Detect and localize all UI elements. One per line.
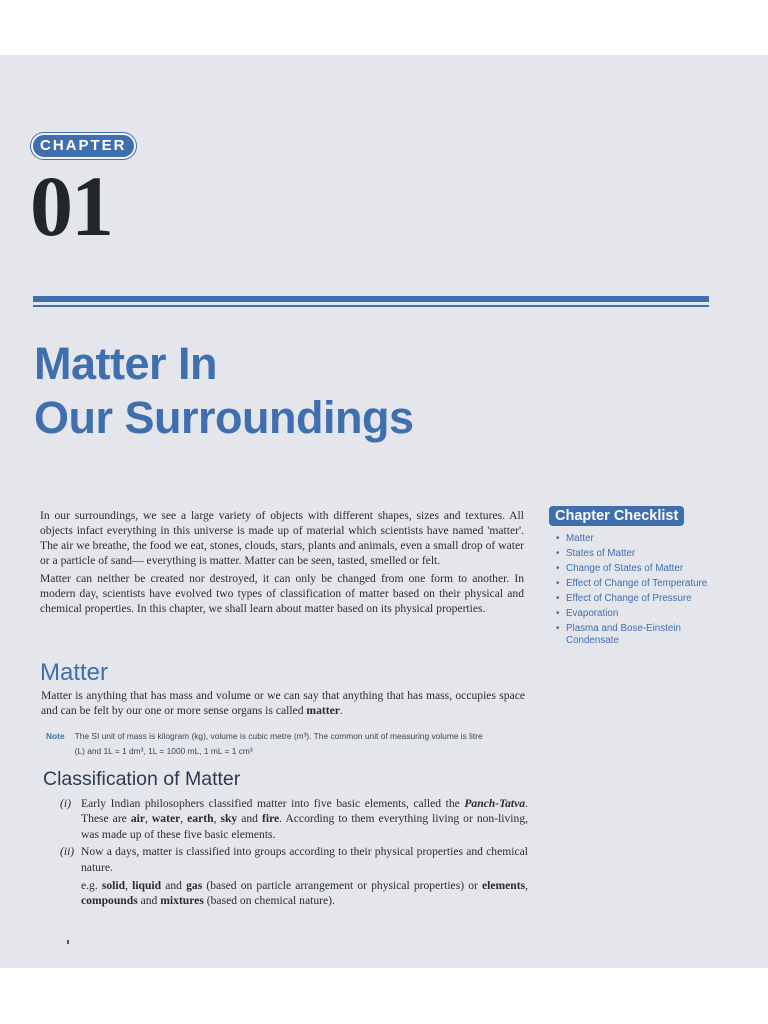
element-earth: earth <box>187 812 214 826</box>
element-water: water <box>151 812 181 826</box>
chapter-title <box>34 337 414 445</box>
checklist-item: • States of Matter <box>556 548 726 560</box>
checklist-item: • Matter <box>556 533 726 545</box>
section-heading-matter: Matter <box>40 659 109 686</box>
book-page <box>0 55 768 968</box>
intro-text <box>40 508 524 619</box>
chapter-badge: CHAPTER <box>31 133 136 159</box>
eg-and-1: and <box>165 879 182 893</box>
eg-mid: (based on particle arrangement or physical properties) or <box>206 879 478 893</box>
list-item <box>60 844 528 909</box>
state-liquid: liquid <box>132 879 162 893</box>
checklist-item: • Change of States of Matter <box>556 563 726 575</box>
chapter-title-line2: Our Surroundings <box>34 392 414 443</box>
chapter-checklist-title: Chapter Checklist <box>549 506 684 526</box>
intro-paragraph-2: Matter can neither be created nor destroyed, it can only be changed from one form to another. In modern day, scientists have evolved two types of classification of matter based on their physical and chemical properties. In this chapter, we shall learn about matter based on its physical properties. <box>40 572 524 615</box>
item1-text-c: . According to them everything living or non-living, was made up of these five basic elements. <box>81 812 529 841</box>
element-air: air <box>130 812 146 826</box>
list-item: (i) Early Indian philosophers classified matter into five basic elements, called the Panch-Tatva. These are air, water, earth, sky and fire. According to them everything living or non-living, was made up of these five basic elements. <box>60 797 529 841</box>
title-rule-thin <box>33 305 709 307</box>
note-text: The SI unit of mass is kilogram (kg), volume is cubic metre (m³). The common unit of measuring volume is litre (L) and 1L = 1 dm³, 1L = 1000 mL, 1 mL = 1 cm³ <box>74 731 483 756</box>
item1-and: and <box>241 812 258 826</box>
matter-definition-text: Matter is anything that has mass and volume or we can say that anything that has mass, occupies space and can be felt by our one or more sense organs is called <box>41 689 525 717</box>
chapter-title-line1: Matter In <box>34 338 218 389</box>
list-item-number: (ii) <box>60 845 75 859</box>
chapter-checklist <box>556 533 726 650</box>
state-solid: solid <box>101 879 126 893</box>
eg-and-2: and <box>140 894 158 908</box>
note-label: Note <box>46 731 65 741</box>
page-mark <box>67 940 69 944</box>
note-box <box>46 729 506 759</box>
checklist-item: • Effect of Change of Temperature <box>556 578 726 590</box>
checklist-item: • Effect of Change of Pressure <box>556 593 726 605</box>
element-sky: sky <box>220 812 238 826</box>
section-heading-classification: Classification of Matter <box>43 768 241 790</box>
eg-prefix: e.g. <box>81 879 98 893</box>
panch-tatva-term: Panch-Tatva <box>464 797 526 810</box>
matter-definition: Matter is anything that has mass and volume or we can say that anything that has mass, occupies space and can be felt by our one or more sense organs is called matter. <box>41 689 525 717</box>
list-item-number: (i) <box>60 797 71 810</box>
class-compounds: compounds <box>81 894 138 908</box>
eg-end: (based on chemical nature). <box>206 894 335 908</box>
class-mixtures: mixtures <box>160 894 204 908</box>
title-rule-thick <box>33 296 709 302</box>
checklist-item: • Plasma and Bose-Einstein Condensate <box>556 623 726 647</box>
element-fire: fire <box>261 812 280 826</box>
item1-text-a: Early Indian philosophers classified matter into five basic elements, called the <box>81 797 460 810</box>
item2-text: Now a days, matter is classified into groups according to their physical properties and chemical nature. <box>81 845 528 874</box>
checklist-item: • Evaporation <box>556 608 726 620</box>
classification-list <box>60 796 528 911</box>
class-elements: elements <box>481 879 526 893</box>
item1-text-b: . These are <box>81 797 528 826</box>
chapter-number: 01 <box>30 158 112 254</box>
example-line: e.g. solid, liquid and gas (based on particle arrangement or physical properties) or elements, compounds and mixtures (based on chemical nature). <box>81 879 529 908</box>
state-gas: gas <box>186 879 203 893</box>
intro-paragraph-1: In our surroundings, we see a large variety of objects with different shapes, sizes and textures. All objects infact everything in this universe is made up of material which scientists have named 'matter'. The air we breathe, the food we eat, stones, clouds, stars, plants and animals, even a small drop of water or a particle of sand— everything is matter. Matter can be seen, tasted, smelled or felt. <box>40 509 524 567</box>
matter-term: matter <box>306 704 340 717</box>
